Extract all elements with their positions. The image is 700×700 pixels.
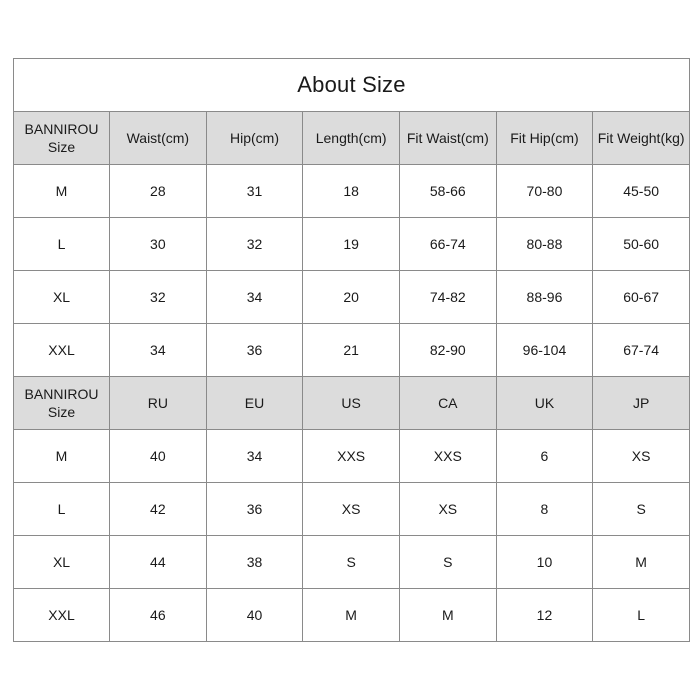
table-cell: 8 — [496, 483, 593, 536]
table-row — [14, 430, 690, 483]
table-cell: 80-88 — [496, 218, 593, 271]
table-cell: XS — [399, 483, 496, 536]
table-cell: 21 — [303, 324, 400, 377]
table-cell: 66-74 — [399, 218, 496, 271]
measurements-header-row — [14, 112, 690, 165]
table-cell: 6 — [496, 430, 593, 483]
table-cell: XS — [593, 430, 690, 483]
header-cell: Waist(cm) — [110, 112, 207, 165]
size-cell: XXL — [14, 589, 110, 642]
table-cell: 36 — [206, 483, 303, 536]
table-cell: 46 — [110, 589, 207, 642]
table-cell: 96-104 — [496, 324, 593, 377]
table-cell: 34 — [110, 324, 207, 377]
table-cell: 10 — [496, 536, 593, 589]
table-row — [14, 165, 690, 218]
header-cell: Fit Weight(kg) — [593, 112, 690, 165]
size-cell: L — [14, 218, 110, 271]
header-cell: BANNIROU Size — [14, 112, 110, 165]
table-row — [14, 483, 690, 536]
table-cell: 88-96 — [496, 271, 593, 324]
header-cell: BANNIROU Size — [14, 377, 110, 430]
size-cell: XL — [14, 271, 110, 324]
header-cell: UK — [496, 377, 593, 430]
table-cell: XXS — [303, 430, 400, 483]
size-cell: XL — [14, 536, 110, 589]
header-cell: EU — [206, 377, 303, 430]
table-cell: 30 — [110, 218, 207, 271]
table-cell: S — [399, 536, 496, 589]
table-cell: 32 — [110, 271, 207, 324]
header-cell: JP — [593, 377, 690, 430]
table-cell: 12 — [496, 589, 593, 642]
table-row — [14, 324, 690, 377]
size-chart-table — [13, 58, 690, 642]
conversion-header-row — [14, 377, 690, 430]
table-row — [14, 536, 690, 589]
table-cell: S — [593, 483, 690, 536]
table-row — [14, 271, 690, 324]
table-cell: 58-66 — [399, 165, 496, 218]
header-cell: US — [303, 377, 400, 430]
table-cell: 50-60 — [593, 218, 690, 271]
title-row — [14, 59, 690, 112]
table-cell: M — [399, 589, 496, 642]
table-cell: 20 — [303, 271, 400, 324]
header-cell: CA — [399, 377, 496, 430]
table-cell: 40 — [110, 430, 207, 483]
table-row — [14, 218, 690, 271]
table-cell: 38 — [206, 536, 303, 589]
header-cell: Length(cm) — [303, 112, 400, 165]
table-cell: 82-90 — [399, 324, 496, 377]
table-cell: 70-80 — [496, 165, 593, 218]
size-cell: M — [14, 165, 110, 218]
table-cell: 31 — [206, 165, 303, 218]
table-cell: 34 — [206, 430, 303, 483]
table-cell: 42 — [110, 483, 207, 536]
table-cell: 45-50 — [593, 165, 690, 218]
header-cell: Fit Hip(cm) — [496, 112, 593, 165]
size-cell: L — [14, 483, 110, 536]
size-cell: M — [14, 430, 110, 483]
chart-title: About Size — [14, 59, 690, 112]
header-cell: Hip(cm) — [206, 112, 303, 165]
table-cell: 74-82 — [399, 271, 496, 324]
table-cell: 36 — [206, 324, 303, 377]
table-cell: 19 — [303, 218, 400, 271]
table-cell: M — [303, 589, 400, 642]
table-cell: 67-74 — [593, 324, 690, 377]
table-cell: XS — [303, 483, 400, 536]
table-cell: 60-67 — [593, 271, 690, 324]
table-cell: S — [303, 536, 400, 589]
table-cell: 34 — [206, 271, 303, 324]
table-cell: XXS — [399, 430, 496, 483]
table-row — [14, 589, 690, 642]
table-cell: L — [593, 589, 690, 642]
table-cell: 32 — [206, 218, 303, 271]
table-cell: 28 — [110, 165, 207, 218]
table-cell: 18 — [303, 165, 400, 218]
table-cell: 44 — [110, 536, 207, 589]
header-cell: RU — [110, 377, 207, 430]
table-cell: 40 — [206, 589, 303, 642]
table-cell: M — [593, 536, 690, 589]
header-cell: Fit Waist(cm) — [399, 112, 496, 165]
size-cell: XXL — [14, 324, 110, 377]
